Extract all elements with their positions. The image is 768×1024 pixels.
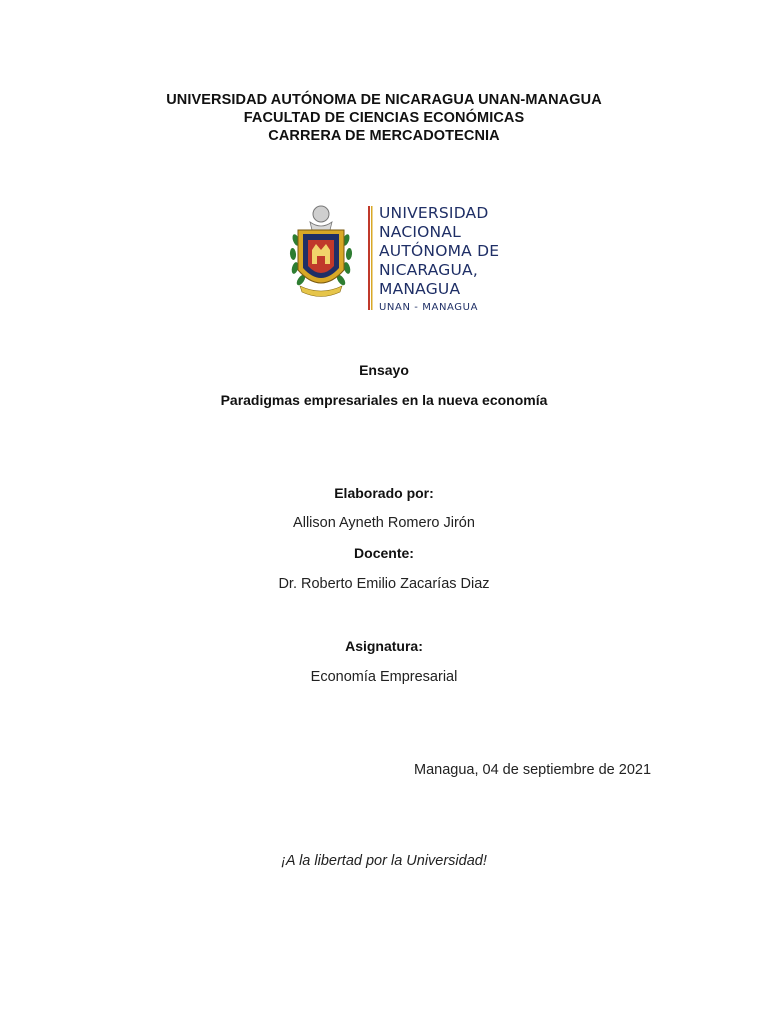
author-name: Allison Ayneth Romero Jirón — [293, 515, 475, 531]
career-heading: CARRERA DE MERCADOTECNIA — [268, 128, 500, 144]
logo-line: NICARAGUA, — [379, 261, 478, 279]
subject-label: Asignatura: — [345, 638, 423, 654]
divider-bar-red — [368, 206, 370, 310]
university-heading: UNIVERSIDAD AUTÓNOMA DE NICARAGUA UNAN-MANAGUA — [166, 92, 602, 108]
document-type: Ensayo — [359, 362, 409, 378]
logo-line: NACIONAL — [379, 223, 461, 241]
teacher-name: Dr. Roberto Emilio Zacarías Diaz — [278, 576, 490, 592]
subject-name: Economía Empresarial — [310, 669, 458, 685]
document-date: Managua, 04 de septiembre de 2021 — [414, 762, 652, 778]
logo-line: AUTÓNOMA DE — [379, 242, 500, 260]
university-crest-icon — [289, 206, 352, 297]
logo-line: MANAGUA — [379, 280, 461, 298]
logo-wordmark — [379, 204, 499, 299]
faculty-heading: FACULTAD DE CIENCIAS ECONÓMICAS — [243, 110, 525, 126]
author-label: Elaborado por: — [334, 485, 434, 501]
university-motto: ¡A la libertad por la Universidad! — [281, 853, 487, 869]
logo-line: UNIVERSIDAD — [379, 204, 489, 222]
document-title: Paradigmas empresariales en la nueva economía — [220, 392, 548, 408]
teacher-label: Docente: — [354, 545, 414, 561]
divider-bar-gold — [371, 206, 373, 310]
logo-subtitle: UNAN - MANAGUA — [379, 302, 479, 313]
